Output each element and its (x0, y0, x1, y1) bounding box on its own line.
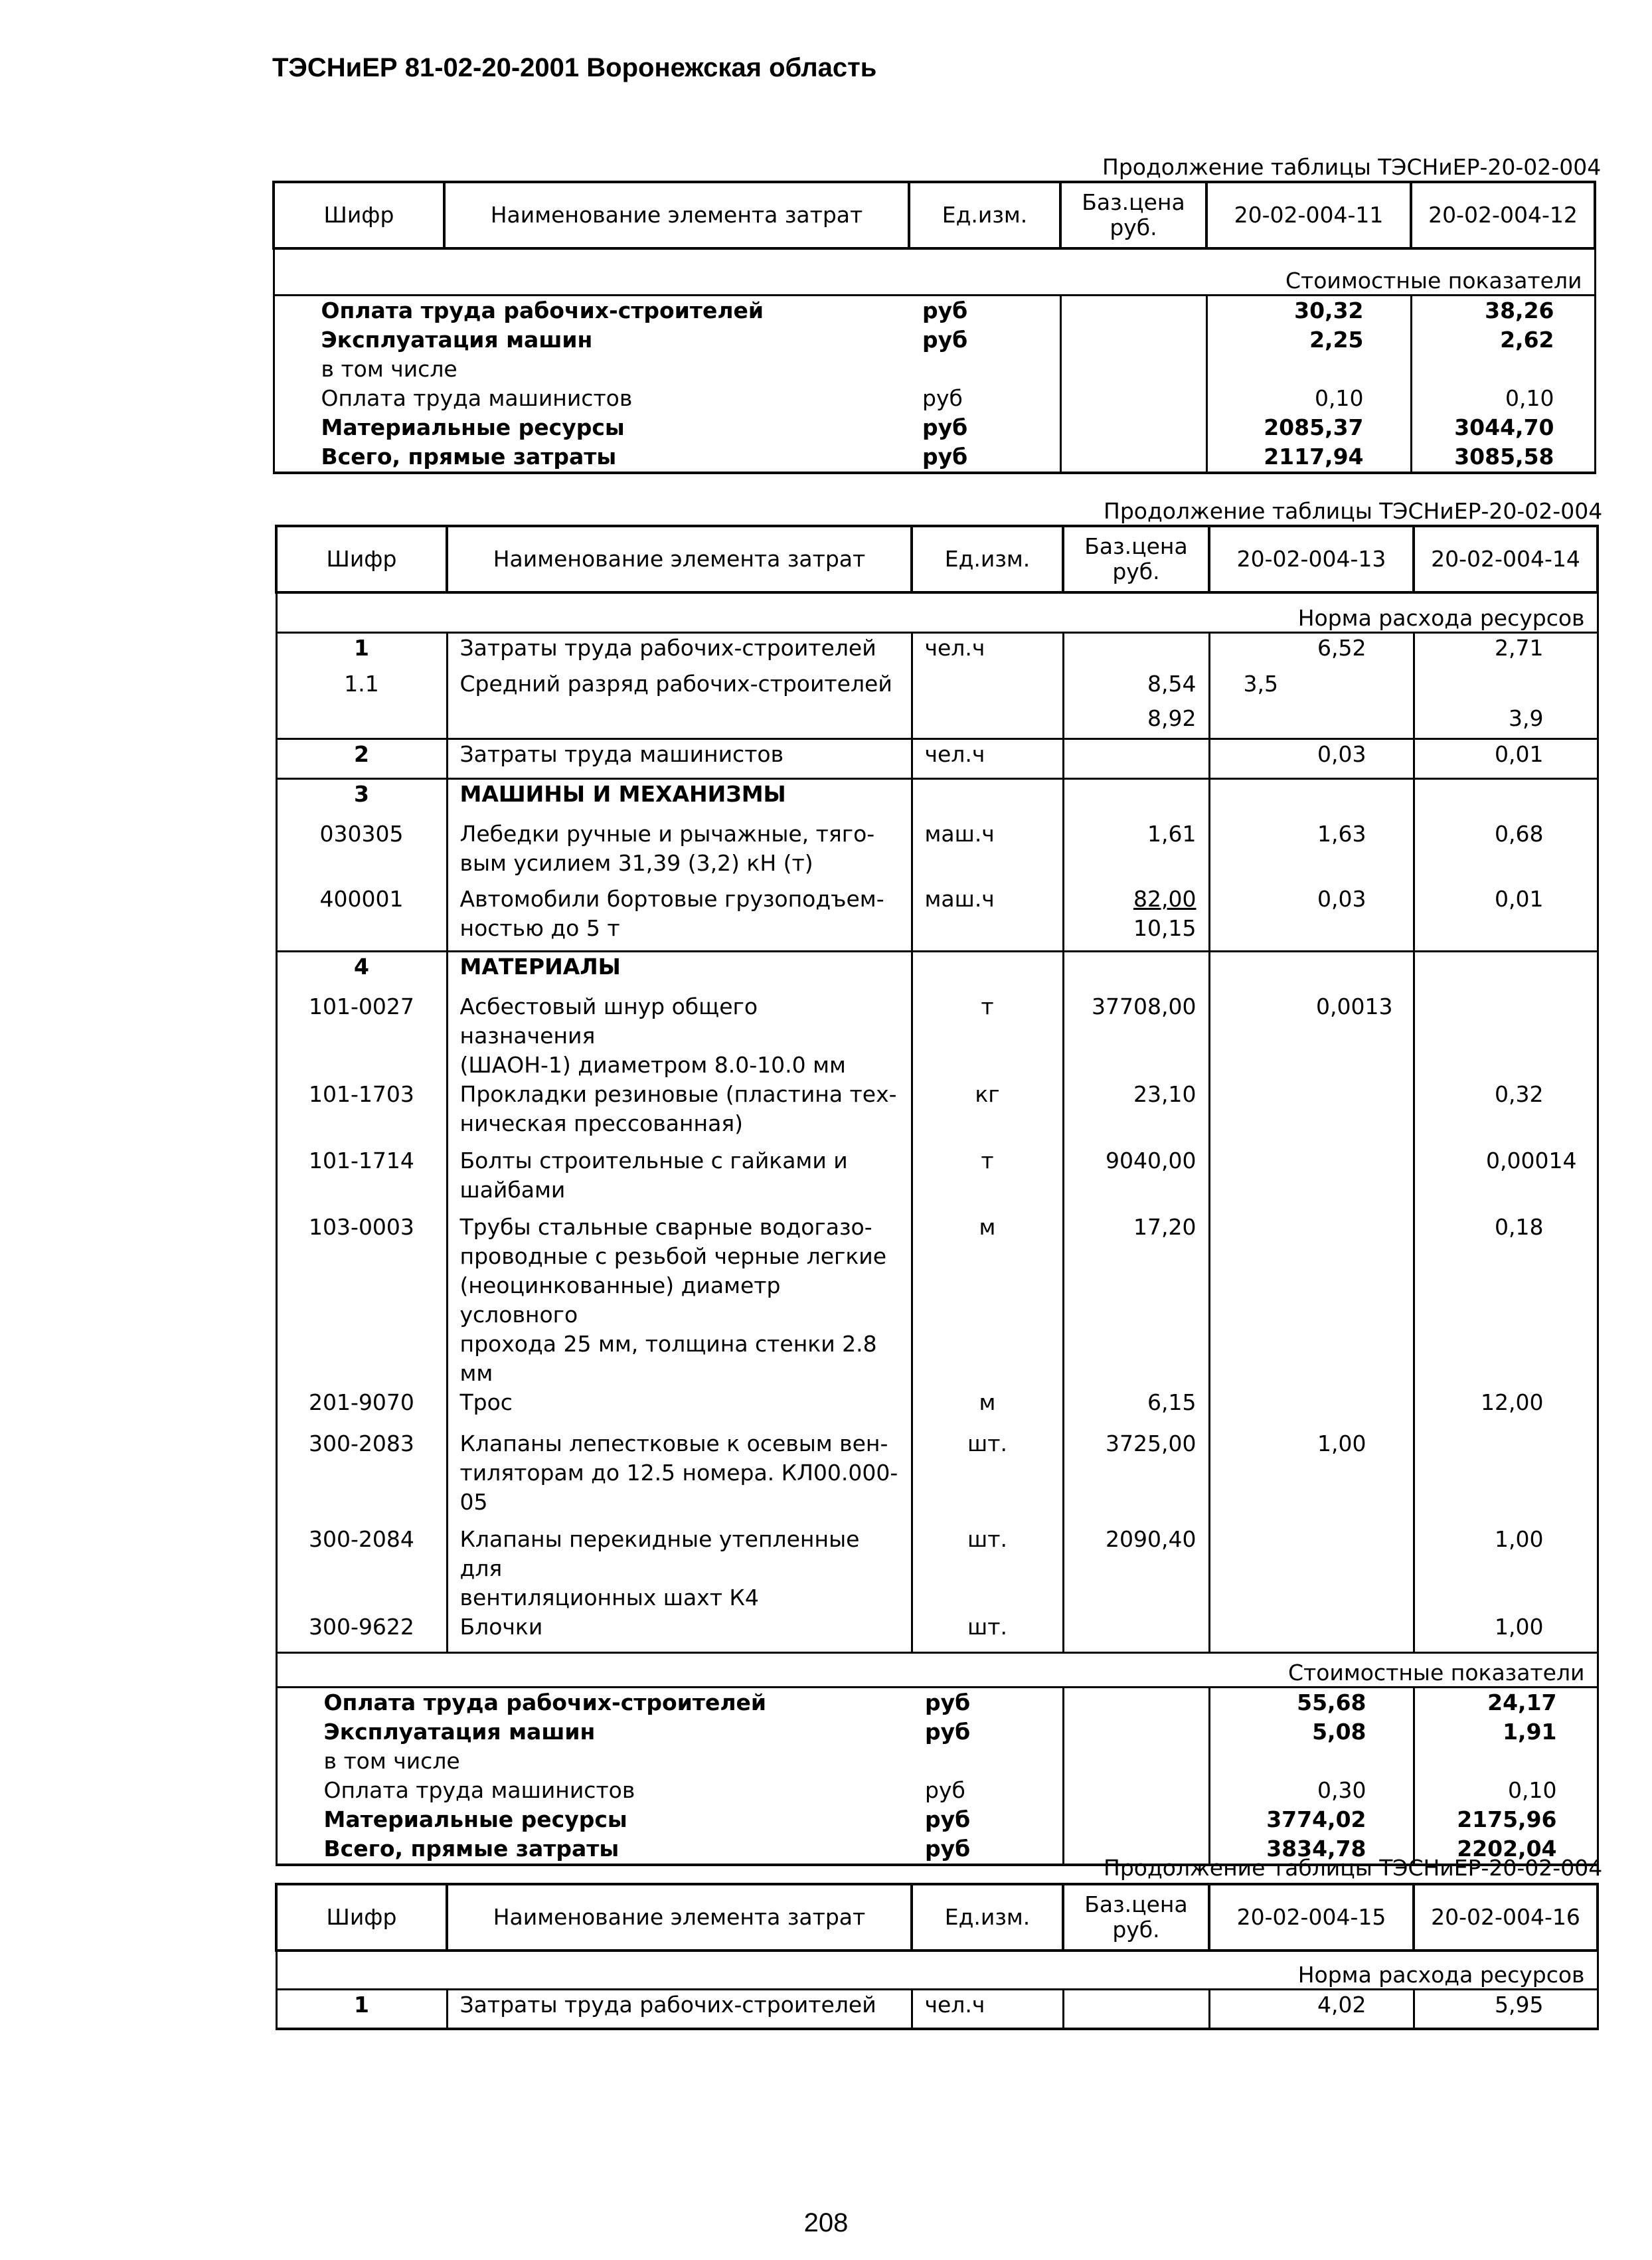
row-code: 101-0027 (276, 992, 447, 1080)
table-row (276, 739, 1598, 778)
table-row (276, 1989, 1598, 2029)
row-a (1209, 1388, 1414, 1429)
table-row (276, 632, 1598, 669)
row-name: Блочки (447, 1612, 912, 1652)
cost-unit (912, 1747, 1063, 1776)
table-row (276, 885, 1598, 951)
cost-a: 2117,94 (1206, 442, 1411, 473)
cost-a: 5,08 (1209, 1717, 1414, 1747)
cost-price (1060, 442, 1206, 473)
cost-a: 2,25 (1206, 325, 1411, 355)
row-name-line: (ШАОН-1) диаметром 8.0-10.0 мм (459, 1052, 846, 1078)
row-name-line: Автомобили бортовые грузоподъем- (459, 886, 884, 912)
header-col-a: 20-02-004-15 (1209, 1884, 1414, 1951)
row-name-line: вентиляционных шахт К4 (459, 1585, 759, 1610)
page-number: 208 (803, 2208, 849, 2237)
row-b: 1,00 (1414, 1612, 1598, 1652)
cost-name: Эксплуатация машин (274, 325, 909, 355)
row-a: 0,03 (1209, 739, 1414, 778)
table1-section-row (274, 248, 1595, 295)
row-code: 101-1703 (276, 1080, 447, 1146)
table-row (274, 384, 1595, 413)
cost-unit: руб (909, 442, 1060, 473)
table1-section-label: Стоимостные показатели (274, 248, 1595, 295)
row-unit: кг (912, 1080, 1063, 1146)
table-row (276, 951, 1598, 992)
cost-unit: руб (912, 1805, 1063, 1834)
row-unit: чел.ч (912, 739, 1063, 778)
cost-name: Оплата труда машинистов (276, 1776, 912, 1805)
cost-a: 0,10 (1206, 384, 1411, 413)
cost-a: 3834,78 (1209, 1834, 1414, 1865)
table3-section-label: Норма расхода ресурсов (276, 1951, 1598, 1989)
row-unit: шт. (912, 1612, 1063, 1652)
row-name (447, 704, 912, 739)
table-row (274, 413, 1595, 442)
cost-name: Оплата труда рабочих-строителей (274, 295, 909, 325)
cost-a: 55,68 (1209, 1687, 1414, 1717)
cost-b (1411, 355, 1595, 384)
cost-name: Всего, прямые затраты (276, 1834, 912, 1865)
cost-a: 3774,02 (1209, 1805, 1414, 1834)
row-name-line: 05 (459, 1489, 488, 1515)
table1 (272, 181, 1596, 474)
header-price (1063, 1884, 1209, 1951)
header-unit: Ед.изм. (912, 526, 1063, 592)
row-unit: т (912, 1146, 1063, 1213)
table-row (276, 704, 1598, 739)
row-name-line: ностью до 5 т (459, 915, 620, 941)
row-price: 6,15 (1063, 1388, 1209, 1429)
row-name (447, 1525, 912, 1612)
row-unit: чел.ч (912, 632, 1063, 669)
table-row (276, 778, 1598, 820)
table-row (276, 1525, 1598, 1612)
row-name-line: Трубы стальные сварные водогазо- (459, 1214, 872, 1240)
cost-name: Материальные ресурсы (276, 1805, 912, 1834)
table-row (274, 295, 1595, 325)
row-price: 37708,00 (1063, 992, 1209, 1080)
table-row (276, 669, 1598, 704)
row-name (447, 1146, 912, 1213)
header-col-a: 20-02-004-13 (1209, 526, 1414, 592)
table2-section-row (276, 592, 1598, 632)
cost-name: в том числе (274, 355, 909, 384)
row-price: 2090,40 (1063, 1525, 1209, 1612)
row-unit (912, 704, 1063, 739)
row-code: 103-0003 (276, 1213, 447, 1388)
row-price: 8,54 (1063, 669, 1209, 704)
header-price-line1: Баз.цена (1084, 1891, 1188, 1917)
table-row (276, 1388, 1598, 1429)
row-a (1209, 778, 1414, 820)
table2-section-label: Норма расхода ресурсов (276, 592, 1598, 632)
section-heading: МАТЕРИАЛЫ (447, 951, 912, 992)
table-row (276, 1747, 1598, 1776)
row-price (1063, 1989, 1209, 2029)
table2-caption: Продолжение таблицы ТЭСНиЕР-20-02-004 (1104, 498, 1603, 524)
header-price-line2: руб. (1110, 215, 1157, 240)
row-b: 0,68 (1414, 820, 1598, 885)
row-unit: шт. (912, 1429, 1063, 1525)
table-row (274, 442, 1595, 473)
row-name: Затраты труда рабочих-строителей (447, 1989, 912, 2029)
header-price (1063, 526, 1209, 592)
header-col-b: 20-02-004-16 (1414, 1884, 1598, 1951)
row-code: 300-2083 (276, 1429, 447, 1525)
table-row (276, 820, 1598, 885)
row-name: Затраты труда машинистов (447, 739, 912, 778)
row-code: 300-9622 (276, 1612, 447, 1652)
row-b (1414, 992, 1598, 1080)
row-name-line: тиляторам до 12.5 номера. КЛ00.000- (459, 1460, 898, 1486)
row-a (1209, 1213, 1414, 1388)
cost-b: 2175,96 (1414, 1805, 1598, 1834)
row-name (447, 992, 912, 1080)
row-b: 0,01 (1414, 739, 1598, 778)
cost-b: 38,26 (1411, 295, 1595, 325)
row-code: 030305 (276, 820, 447, 885)
row-a (1209, 1146, 1414, 1213)
table3-section-row (276, 1951, 1598, 1989)
row-name-line: Клапаны перекидные утепленные для (459, 1526, 860, 1581)
row-name-line: ническая прессованная) (459, 1110, 744, 1136)
header-code: Шифр (274, 182, 444, 248)
table-row (276, 1776, 1598, 1805)
row-code: 2 (276, 739, 447, 778)
header-code: Шифр (276, 526, 447, 592)
row-name (447, 820, 912, 885)
table-row (276, 1429, 1598, 1525)
cost-name: Эксплуатация машин (276, 1717, 912, 1747)
row-price: 9040,00 (1063, 1146, 1209, 1213)
table-row (274, 325, 1595, 355)
row-price (1063, 951, 1209, 992)
cost-b: 3085,58 (1411, 442, 1595, 473)
cost-b: 0,10 (1414, 1776, 1598, 1805)
cost-b: 2202,04 (1414, 1834, 1598, 1865)
row-b: 2,71 (1414, 632, 1598, 669)
row-b: 1,00 (1414, 1525, 1598, 1612)
row-a: 0,03 (1209, 885, 1414, 951)
cost-name: Оплата труда машинистов (274, 384, 909, 413)
cost-unit: руб (912, 1717, 1063, 1747)
row-code: 400001 (276, 885, 447, 951)
cost-price (1063, 1687, 1209, 1717)
header-col-a: 20-02-004-11 (1206, 182, 1411, 248)
table-row (276, 1717, 1598, 1747)
row-name (447, 1213, 912, 1388)
cost-price (1060, 413, 1206, 442)
row-code: 1 (276, 632, 447, 669)
row-b: 3,9 (1414, 704, 1598, 739)
row-b: 5,95 (1414, 1989, 1598, 2029)
row-name-line: проводные с резьбой черные легкие (459, 1243, 887, 1269)
cost-price (1060, 384, 1206, 413)
header-price-line2: руб. (1112, 559, 1160, 584)
header-name: Наименование элемента затрат (447, 526, 912, 592)
header-price-line1: Баз.цена (1084, 533, 1188, 559)
header-price-line1: Баз.цена (1082, 189, 1185, 215)
row-unit: т (912, 992, 1063, 1080)
row-name-line: мм (459, 1360, 493, 1386)
row-name-line: Асбестовый шнур общего назначения (459, 994, 758, 1049)
row-b: 0,00014 (1414, 1146, 1598, 1213)
row-a: 1,63 (1209, 820, 1414, 885)
row-b (1414, 669, 1598, 704)
row-name-line: (неоцинкованные) диаметр условного (459, 1272, 781, 1328)
row-unit: м (912, 1388, 1063, 1429)
cost-b (1414, 1747, 1598, 1776)
table-row (276, 1213, 1598, 1388)
row-a (1209, 1525, 1414, 1612)
row-price: 3725,00 (1063, 1429, 1209, 1525)
cost-price (1063, 1776, 1209, 1805)
row-a (1209, 1080, 1414, 1146)
header-unit: Ед.изм. (912, 1884, 1063, 1951)
cost-price (1060, 325, 1206, 355)
row-price: 8,92 (1063, 704, 1209, 739)
table3-header-row (276, 1884, 1598, 1951)
row-a (1209, 951, 1414, 992)
cost-unit (909, 355, 1060, 384)
row-code: 4 (276, 951, 447, 992)
row-unit: маш.ч (912, 820, 1063, 885)
table-row (276, 1687, 1598, 1717)
row-price (1063, 632, 1209, 669)
cost-b: 3044,70 (1411, 413, 1595, 442)
cost-name: Всего, прямые затраты (274, 442, 909, 473)
header-name: Наименование элемента затрат (447, 1884, 912, 1951)
row-b: 12,00 (1414, 1388, 1598, 1429)
row-name (447, 885, 912, 951)
table1-caption: Продолжение таблицы ТЭСНиЕР-20-02-004 (1102, 154, 1602, 180)
row-code (276, 704, 447, 739)
cost-b: 2,62 (1411, 325, 1595, 355)
row-b (1414, 1429, 1598, 1525)
row-price (1063, 885, 1209, 951)
row-a: 4,02 (1209, 1989, 1414, 2029)
row-unit: чел.ч (912, 1989, 1063, 2029)
row-unit (912, 778, 1063, 820)
row-b (1414, 778, 1598, 820)
table3-caption: Продолжение таблицы ТЭСНиЕР-20-02-004 (1104, 1855, 1603, 1881)
table1-cost-rows (274, 295, 1595, 473)
table3 (275, 1883, 1599, 2030)
row-price-line: 82,00 (1133, 886, 1197, 912)
table2 (275, 525, 1599, 1866)
table-row (276, 1146, 1598, 1213)
cost-unit: руб (909, 295, 1060, 325)
row-name (447, 1080, 912, 1146)
cost-a: 30,32 (1206, 295, 1411, 325)
table2-cost-label: Стоимостные показатели (276, 1652, 1598, 1687)
table-row (274, 355, 1595, 384)
cost-unit: руб (912, 1687, 1063, 1717)
row-price (1063, 739, 1209, 778)
row-a (1209, 704, 1414, 739)
header-col-b: 20-02-004-14 (1414, 526, 1598, 592)
row-b (1414, 951, 1598, 992)
row-b: 0,32 (1414, 1080, 1598, 1146)
cost-price (1063, 1717, 1209, 1747)
row-unit (912, 669, 1063, 704)
table2-cost-rows (276, 1687, 1598, 1865)
header-price-line2: руб. (1112, 1917, 1160, 1943)
cost-a: 2085,37 (1206, 413, 1411, 442)
table-row (276, 1080, 1598, 1146)
row-code: 300-2084 (276, 1525, 447, 1612)
row-code: 201-9070 (276, 1388, 447, 1429)
row-b: 0,18 (1414, 1213, 1598, 1388)
row-a: 1,00 (1209, 1429, 1414, 1525)
header-code: Шифр (276, 1884, 447, 1951)
header-name: Наименование элемента затрат (444, 182, 909, 248)
cost-b: 1,91 (1414, 1717, 1598, 1747)
cost-unit: руб (909, 413, 1060, 442)
table-row (276, 1612, 1598, 1652)
document-header: ТЭСНиЕР 81-02-20-2001 Воронежская область (272, 53, 877, 82)
cost-unit: руб (909, 384, 1060, 413)
cost-price (1063, 1747, 1209, 1776)
row-unit: маш.ч (912, 885, 1063, 951)
row-price: 23,10 (1063, 1080, 1209, 1146)
row-name: Средний разряд рабочих-строителей (447, 669, 912, 704)
cost-price (1060, 355, 1206, 384)
header-col-b: 20-02-004-12 (1411, 182, 1595, 248)
row-name-line: вым усилием 31,39 (3,2) кН (т) (459, 850, 813, 876)
row-code: 3 (276, 778, 447, 820)
table-row (276, 1805, 1598, 1834)
table1-header-row (274, 182, 1595, 248)
cost-unit: руб (909, 325, 1060, 355)
row-name-line: шайбами (459, 1177, 566, 1203)
cost-price (1063, 1805, 1209, 1834)
cost-name: Материальные ресурсы (274, 413, 909, 442)
cost-unit: руб (912, 1776, 1063, 1805)
cost-name: в том числе (276, 1747, 912, 1776)
row-price-line: 10,15 (1133, 915, 1197, 941)
row-name: Трос (447, 1388, 912, 1429)
row-unit: шт. (912, 1525, 1063, 1612)
row-name: Затраты труда рабочих-строителей (447, 632, 912, 669)
row-name-line: прохода 25 мм, толщина стенки 2.8 (459, 1331, 877, 1357)
row-price (1063, 1612, 1209, 1652)
row-name (447, 1429, 912, 1525)
row-a: 3,5 (1209, 669, 1414, 704)
row-unit (912, 951, 1063, 992)
row-price (1063, 778, 1209, 820)
row-name-line: Клапаны лепестковые к осевым вен- (459, 1431, 888, 1456)
cost-a (1209, 1747, 1414, 1776)
table-row (276, 992, 1598, 1080)
row-a (1209, 1612, 1414, 1652)
row-price: 1,61 (1063, 820, 1209, 885)
row-b: 0,01 (1414, 885, 1598, 951)
row-code: 101-1714 (276, 1146, 447, 1213)
row-a: 0,0013 (1209, 992, 1414, 1080)
cost-name: Оплата труда рабочих-строителей (276, 1687, 912, 1717)
row-code: 1.1 (276, 669, 447, 704)
row-a: 6,52 (1209, 632, 1414, 669)
cost-b: 24,17 (1414, 1687, 1598, 1717)
cost-a: 0,30 (1209, 1776, 1414, 1805)
cost-b: 0,10 (1411, 384, 1595, 413)
section-heading: МАШИНЫ И МЕХАНИЗМЫ (447, 778, 912, 820)
row-name-line: Лебедки ручные и рычажные, тяго- (459, 821, 875, 847)
header-unit: Ед.изм. (909, 182, 1060, 248)
table2-cost-section-row (276, 1652, 1598, 1687)
row-name-line: Болты строительные с гайками и (459, 1148, 848, 1173)
table2-header-row (276, 526, 1598, 592)
row-code: 1 (276, 1989, 447, 2029)
cost-price (1060, 295, 1206, 325)
cost-a (1206, 355, 1411, 384)
row-name-line: Прокладки резиновые (пластина тех- (459, 1081, 897, 1107)
header-price (1060, 182, 1206, 248)
row-unit: м (912, 1213, 1063, 1388)
cost-unit: руб (912, 1834, 1063, 1865)
row-price: 17,20 (1063, 1213, 1209, 1388)
